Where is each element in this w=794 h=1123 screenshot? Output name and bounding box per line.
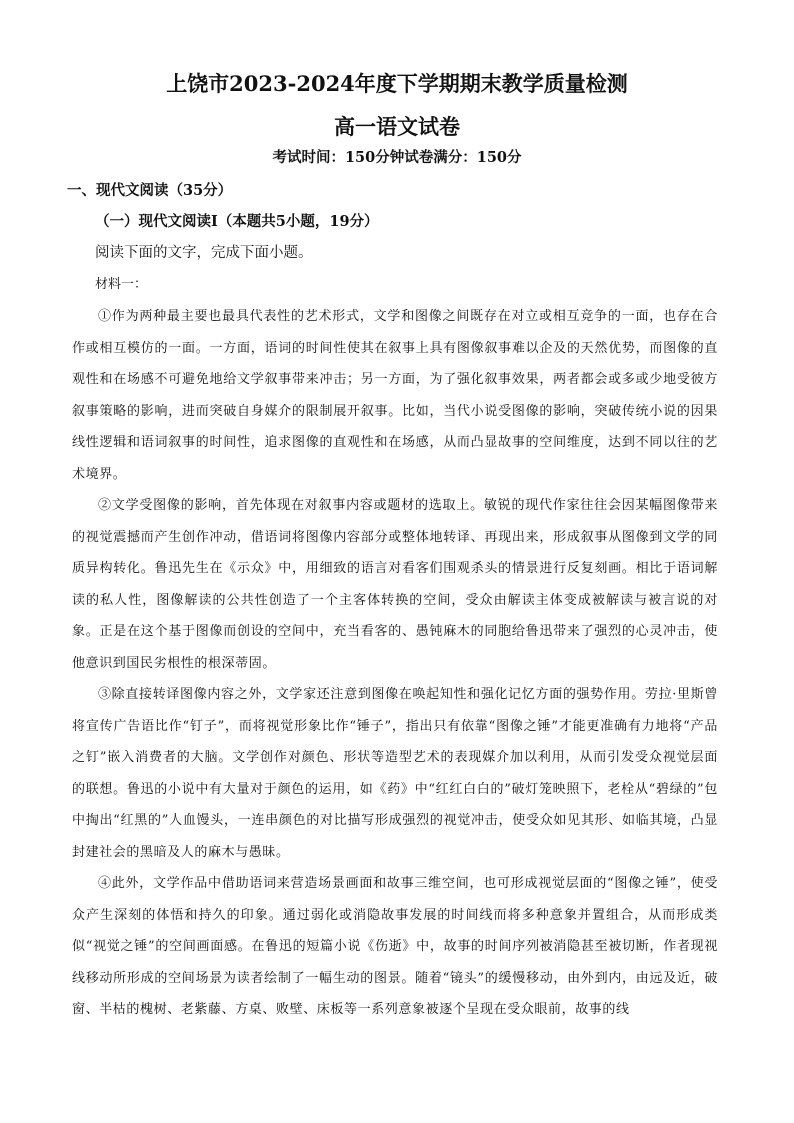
reading-instruction: 阅读下面的文字，完成下面小题。 [95,245,313,261]
material-label: 材料一： [95,277,148,292]
subsection-heading: （一）现代文阅读Ⅰ（本题共5小题，19分） [95,213,379,230]
section-heading: 一、现代文阅读（35分） [67,182,233,199]
reading-passage [72,301,718,1026]
passage-paragraph-3: ③除直接转译图像内容之外，文学家还注意到图像在唤起知性和强化记忆方面的强势作用。劳拉·里斯曾将宣传广告语比作“钉子”，而将视觉形象比作“锤子”，指出只有依靠“图像之锤”才能更准确有力地将“产品之钉”嵌入消费者的大脑。文学创作对颜色、形状等造型艺术的表现媒介加以利用，从而引发受众视觉层面的联想。鲁迅的小说中有大量对于颜色的运用，如《药》中“红红白白的”破灯笼映照下，老栓从“碧绿的”包中掏出“红黑的”人血馒头，一连串颜色的对比描写形成强烈的视觉冲击，使受众如见其形、如临其境，凸显封建社会的黑暗及人的麻木与愚昧。 [72,687,718,860]
passage-paragraph-2: ②文学受图像的影响，首先体现在对叙事内容或题材的选取上。敏锐的现代作家往往会因某幅图像带来的视觉震撼而产生创作冲动，借语词将图像内容部分或整体地转译、再现出来，形成叙事从图像到文学的同质异构转化。鲁迅先生在《示众》中，用细致的语言对看客们围观杀头的情景进行反复刻画。相比于语词解读的私人性，图像解读的公共性创造了一个主客体转换的空间，受众由解读主体变成被解读与被言说的对象。正是在这个基于图像而创设的空间中，充当看客的、愚钝麻木的同胞给鲁迅带来了强烈的心灵冲击，使他意识到国民劣根性的根深蒂固。 [72,498,718,671]
passage-paragraph-4: ④此外，文学作品中借助语词来营造场景画面和故事三维空间，也可形成视觉层面的“图像之锤”，使受众产生深刻的体悟和持久的印象。通过弱化或消隐故事发展的时间线而将多种意象并置组合，从而形成类似“视觉之锤”的空间画面感。在鲁迅的短篇小说《伤逝》中，故事的时间序列被消隐甚至被切断，作者现视线移动所形成的空间场景为读者绘制了一幅生动的图景。随着“镜头”的缓慢移动，由外到内，由远及近，破窗、半枯的槐树、老紫藤、方桌、败壁、床板等一系列意象被逐个呈现在受众眼前，故事的线 [72,876,718,1017]
exam-info: 考试时间：150分钟试卷满分：150分 [272,149,522,166]
exam-subtitle: 高一语文试卷 [334,114,460,139]
exam-title: 上饶市2023-2024年度下学期期末教学质量检测 [166,71,628,96]
passage-paragraph-1: ①作为两种最主要也最具代表性的艺术形式，文学和图像之间既存在对立或相互竞争的一面，也存在合作或相互模仿的一面。一方面，语词的时间性使其在叙事上具有图像叙事难以企及的天然优势，而图像的直观性和在场感不可避免地给文学叙事带来冲击；另一方面，为了强化叙事效果，两者都会或多或少地受彼方叙事策略的影响，进而突破自身媒介的限制展开叙事。比如，当代小说受图像的影响，突破传统小说的因果线性逻辑和语词叙事的时间性，追求图像的直观性和在场感，从而凸显故事的空间维度，达到不同以往的艺术境界。 [72,309,718,482]
